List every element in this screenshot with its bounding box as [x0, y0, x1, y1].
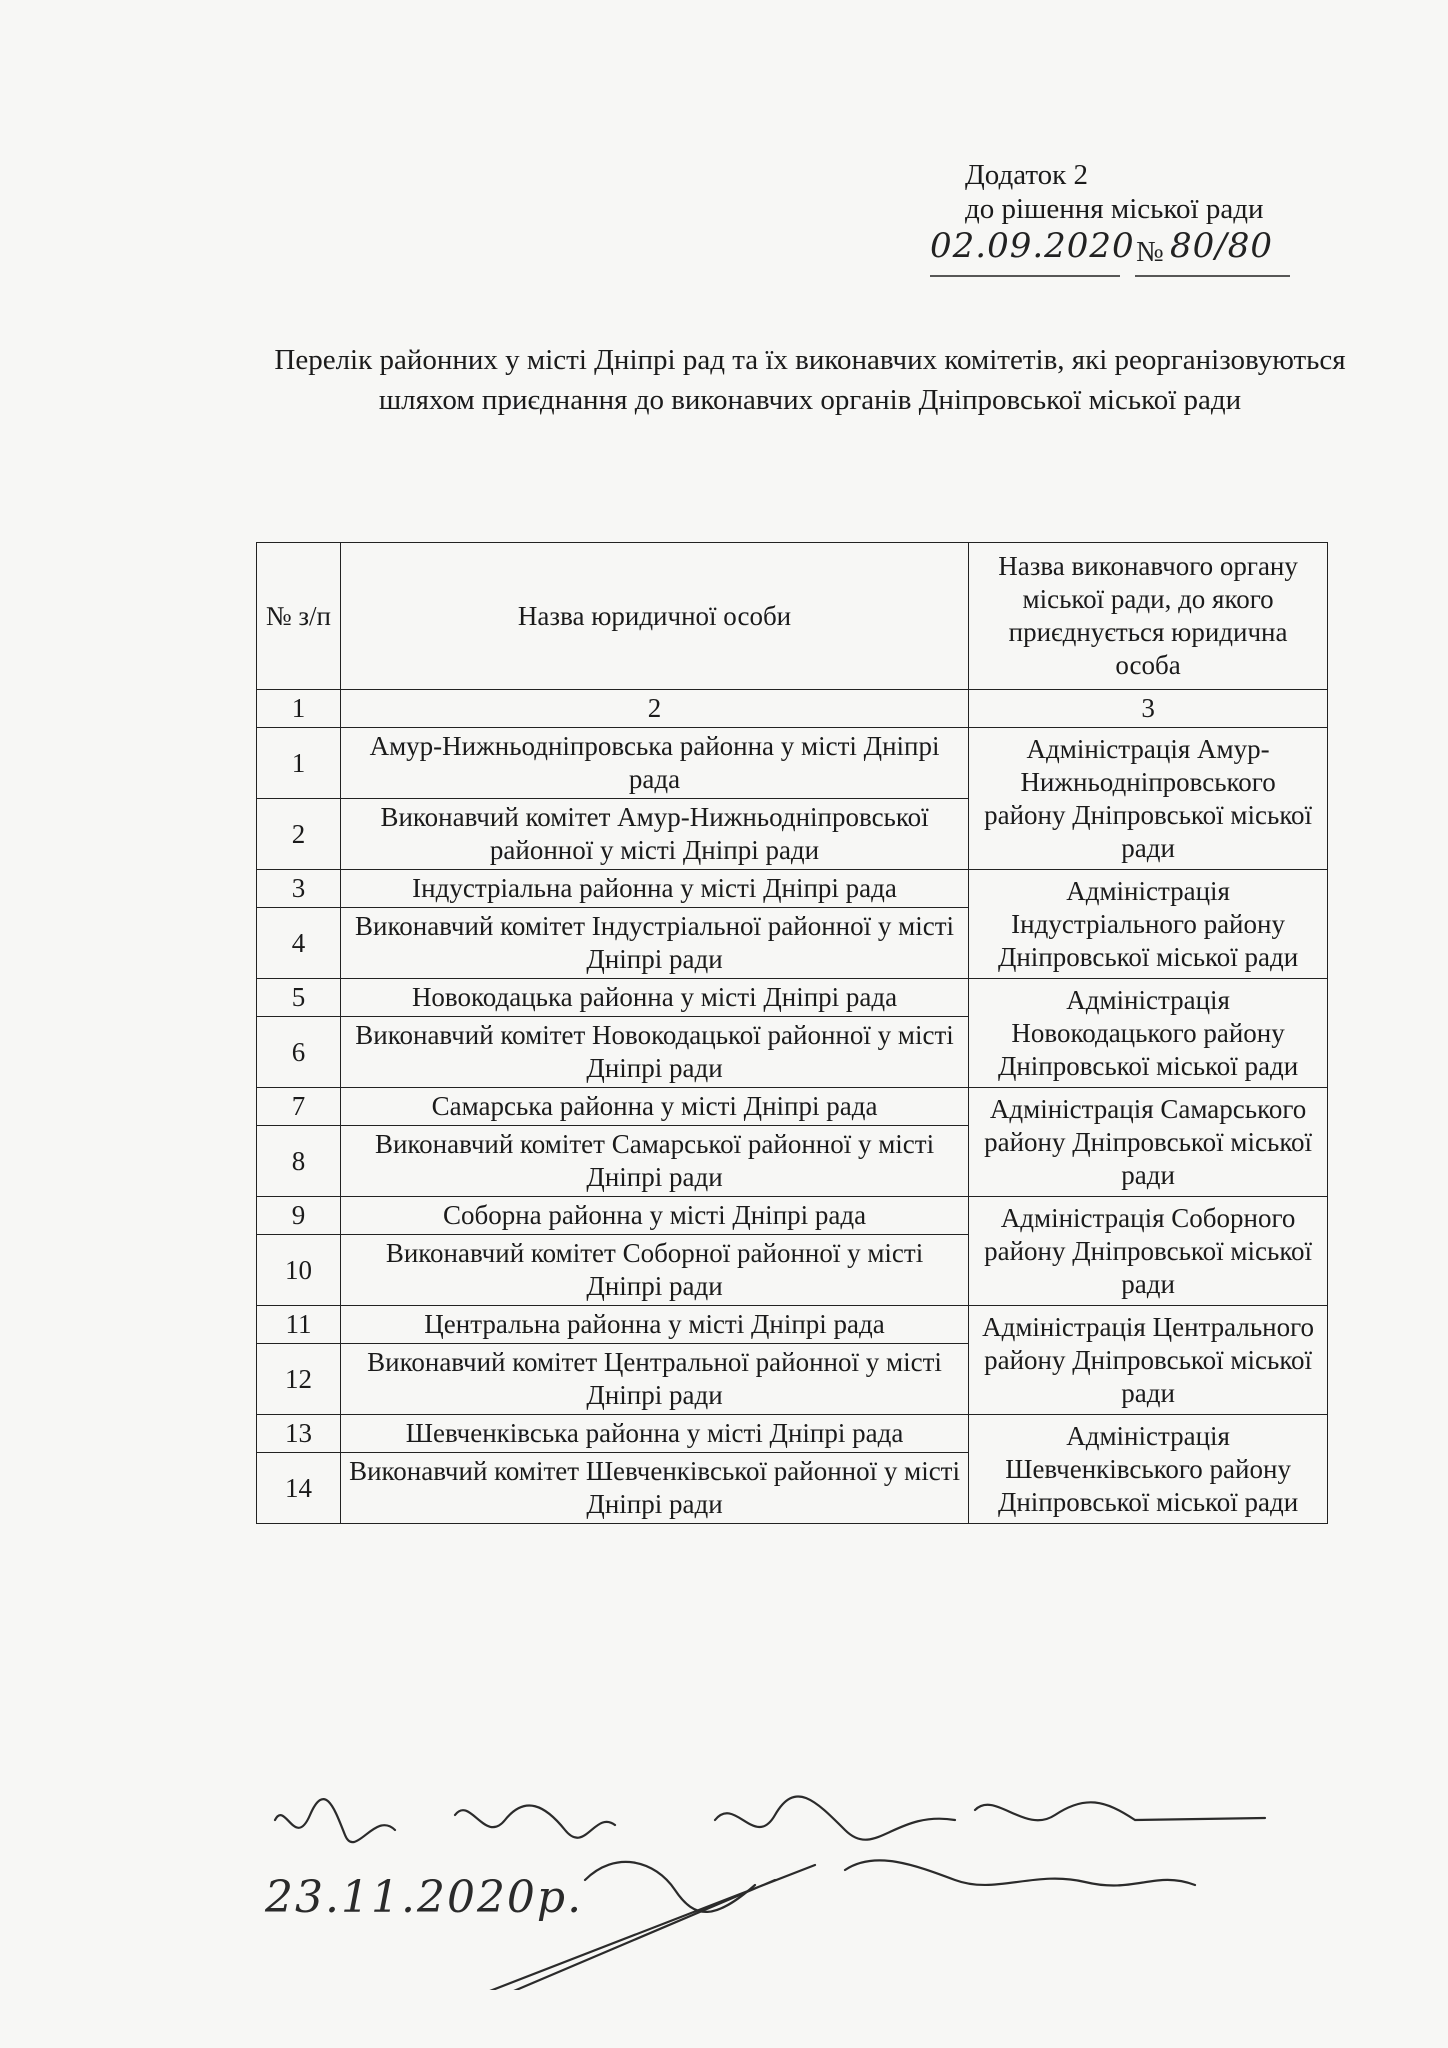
appendix-decision-caption: до рішення міської ради [965, 193, 1264, 225]
row-number: 7 [257, 1088, 341, 1126]
decision-number-handwritten: 80/80 [1170, 226, 1273, 266]
row-number: 10 [257, 1235, 341, 1306]
row-number: 13 [257, 1415, 341, 1453]
table-row [257, 728, 1328, 799]
target-organ: Адміністрація Соборного району Дніпровської міської ради [969, 1197, 1328, 1306]
row-number: 3 [257, 870, 341, 908]
header-entity-name: Назва юридичної особи [340, 543, 968, 690]
entity-name: Виконавчий комітет Амур-Нижньодніпровської районної у місті Дніпрі ради [340, 799, 968, 870]
table-row [257, 1306, 1328, 1344]
row-number: 8 [257, 1126, 341, 1197]
row-number: 6 [257, 1017, 341, 1088]
entity-name: Самарська районна у місті Дніпрі рада [340, 1088, 968, 1126]
entity-name: Індустріальна районна у місті Дніпрі рада [340, 870, 968, 908]
target-organ: Адміністрація Амур-Нижньодніпровського району Дніпровської міської ради [969, 728, 1328, 870]
entity-name: Соборна районна у місті Дніпрі рада [340, 1197, 968, 1235]
table-row [257, 1415, 1328, 1453]
entity-name: Амур-Нижньодніпровська районна у місті Дніпрі рада [340, 728, 968, 799]
decision-number-prefix: № [1136, 236, 1165, 268]
target-organ: Адміністрація Самарського району Дніпровської міської ради [969, 1088, 1328, 1197]
column-number-2: 2 [340, 690, 968, 728]
councils-table [256, 542, 1328, 1524]
row-number: 9 [257, 1197, 341, 1235]
entity-name: Шевченківська районна у місті Дніпрі рада [340, 1415, 968, 1453]
row-number: 5 [257, 979, 341, 1017]
table-header-row [257, 543, 1328, 690]
target-organ: Адміністрація Центрального району Дніпровської міської ради [969, 1306, 1328, 1415]
table-row [257, 1088, 1328, 1126]
row-number: 1 [257, 728, 341, 799]
header-number: № з/п [257, 543, 341, 690]
target-organ: Адміністрація Шевченківського району Дніпровської міської ради [969, 1415, 1328, 1524]
row-number: 11 [257, 1306, 341, 1344]
table-row [257, 870, 1328, 908]
entity-name: Виконавчий комітет Новокодацької районної у місті Дніпрі ради [340, 1017, 968, 1088]
table-row [257, 1197, 1328, 1235]
entity-name: Виконавчий комітет Шевченківської районної у місті Дніпрі ради [340, 1453, 968, 1524]
target-organ: Адміністрація Індустріального району Дніпровської міської ради [969, 870, 1328, 979]
certification-date: 23.11.2020р. [265, 1872, 584, 1923]
column-number-3: 3 [969, 690, 1328, 728]
decision-date-number [930, 222, 1330, 282]
entity-name: Виконавчий комітет Індустріальної районної у місті Дніпрі ради [340, 908, 968, 979]
appendix-reference [965, 158, 1263, 226]
appendix-title: Додаток 2 [965, 159, 1088, 191]
row-number: 14 [257, 1453, 341, 1524]
target-organ: Адміністрація Новокодацького району Дніпровської міської ради [969, 979, 1328, 1088]
entity-name: Центральна районна у місті Дніпрі рада [340, 1306, 968, 1344]
document-heading: Перелік районних у місті Дніпрі рад та їх виконавчих комітетів, які реорганізовуються шляхом приєднання до виконавчих органів Дніпровської міської ради [274, 344, 1346, 416]
entity-name: Виконавчий комітет Центральної районної у місті Дніпрі ради [340, 1344, 968, 1415]
decision-underline [930, 222, 1330, 282]
header-target-organ: Назва виконавчого органу міської ради, до якого приєднується юридична особа [969, 543, 1328, 690]
decision-date-handwritten: 02.09.2020 [930, 226, 1135, 266]
row-number: 12 [257, 1344, 341, 1415]
row-number: 2 [257, 799, 341, 870]
certification-handwritten [255, 1790, 1375, 1990]
entity-name: Новокодацька районна у місті Дніпрі рада [340, 979, 968, 1017]
row-number: 4 [257, 908, 341, 979]
table-row [257, 979, 1328, 1017]
entity-name: Виконавчий комітет Соборної районної у місті Дніпрі ради [340, 1235, 968, 1306]
column-number-row [257, 690, 1328, 728]
entity-name: Виконавчий комітет Самарської районної у місті Дніпрі ради [340, 1126, 968, 1197]
column-number-1: 1 [257, 690, 341, 728]
